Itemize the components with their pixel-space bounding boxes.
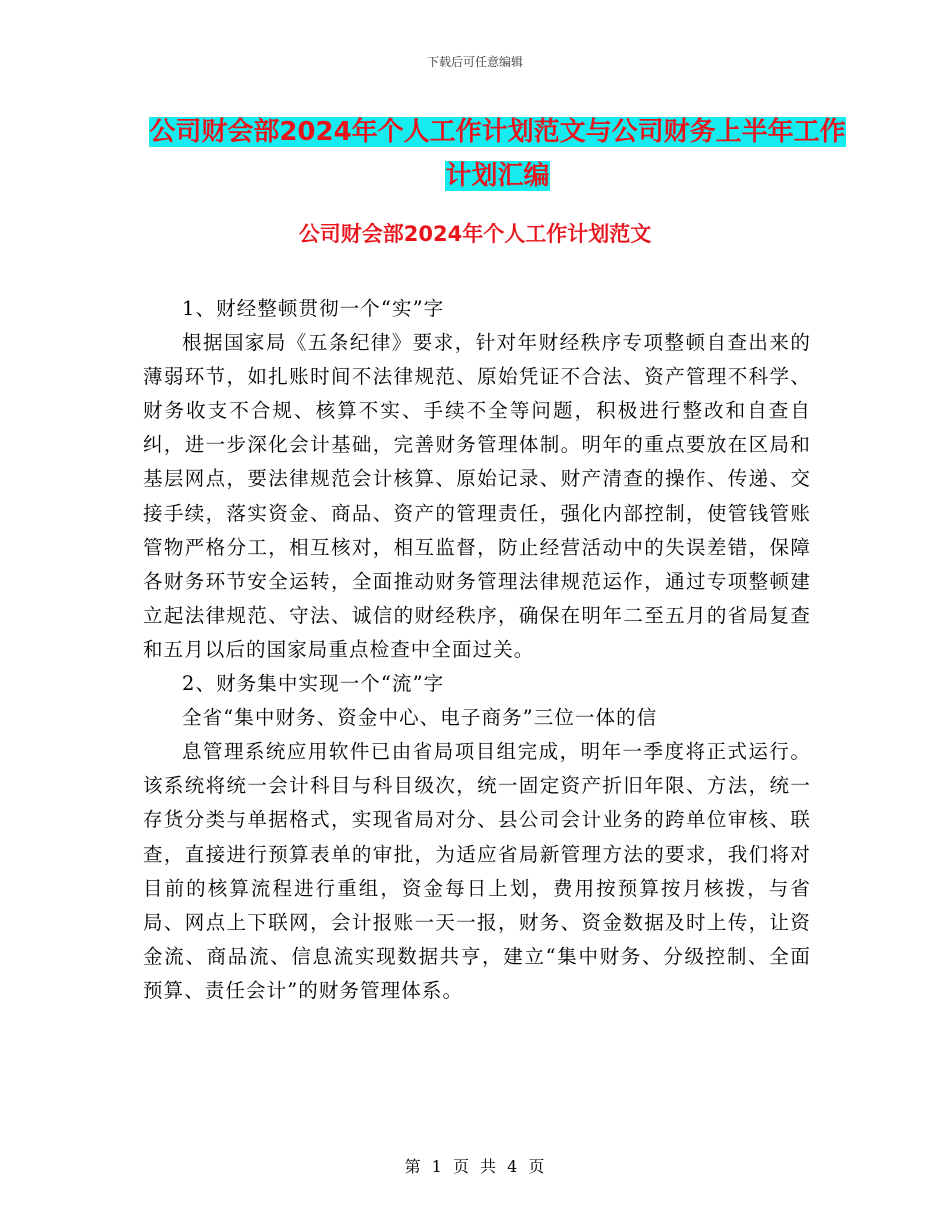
paragraph: 息管理系统应用软件已由省局项目组完成，明年一季度将正式运行。该系统将统一会计科目与科目级次，统一固定资产折旧年限、方法，统一存货分类与单据格式，实现省局对分、县公司会计业务的跨单位审核、联查，直接进行预算表单的审批，为适应省局新管理方法的要求，我们将对目前的核算流程进行重组，资金每日上划，费用按预算按月核拨，与省局、网点上下联网，会计报账一天一报，财务、资金数据及时上传，让资金流、商品流、信息流实现数据共亨，建立“集中财务、分级控制、全面预算、责任会计”的财务管理体系。	[143, 740, 811, 1002]
header-note: 下载后可任意编辑	[426, 55, 523, 69]
paragraph-heading-1: 1、财经整顿贯彻一个“实”字	[182, 297, 445, 320]
document-title-text: 公司财会部2024年个人工作计划范文与公司财务上半年工作计划汇编	[149, 117, 846, 191]
document-body	[143, 292, 811, 1008]
document-title	[140, 110, 855, 198]
paragraph: 根据国家局《五条纪律》要求，针对年财经秩序专项整顿自查出来的薄弱环节，如扎账时间不法律规范、原始凭证不合法、资产管理不科学、财务收支不合规、核算不实、手续不全等问题，积极进行整改和自查自纠，进一步深化会计基础，完善财务管理体制。明年的重点要放在区局和基层网点，要法律规范会计核算、原始记录、财产清查的操作、传递、交接手续，落实资金、商品、资产的管理责任，强化内部控制，使管钱管账管物严格分工，相互核对，相互监督，防止经营活动中的失误差错，保障各财务环节安全运转，全面推动财务管理法律规范运作，通过专项整顿建立起法律规范、守法、诚信的财经秩序，确保在明年二至五月的省局复查和五月以后的国家局重点检查中全面过关。	[143, 331, 811, 661]
page-footer: 第 1 页 共 4 页	[404, 1157, 546, 1176]
paragraph-heading-2: 2、财务集中实现一个“流”字	[182, 672, 445, 696]
section-title: 公司财会部2024年个人工作计划范文	[298, 222, 652, 246]
paragraph: 全省“集中财务、资金中心、电子商务”三位一体的信	[182, 706, 658, 730]
